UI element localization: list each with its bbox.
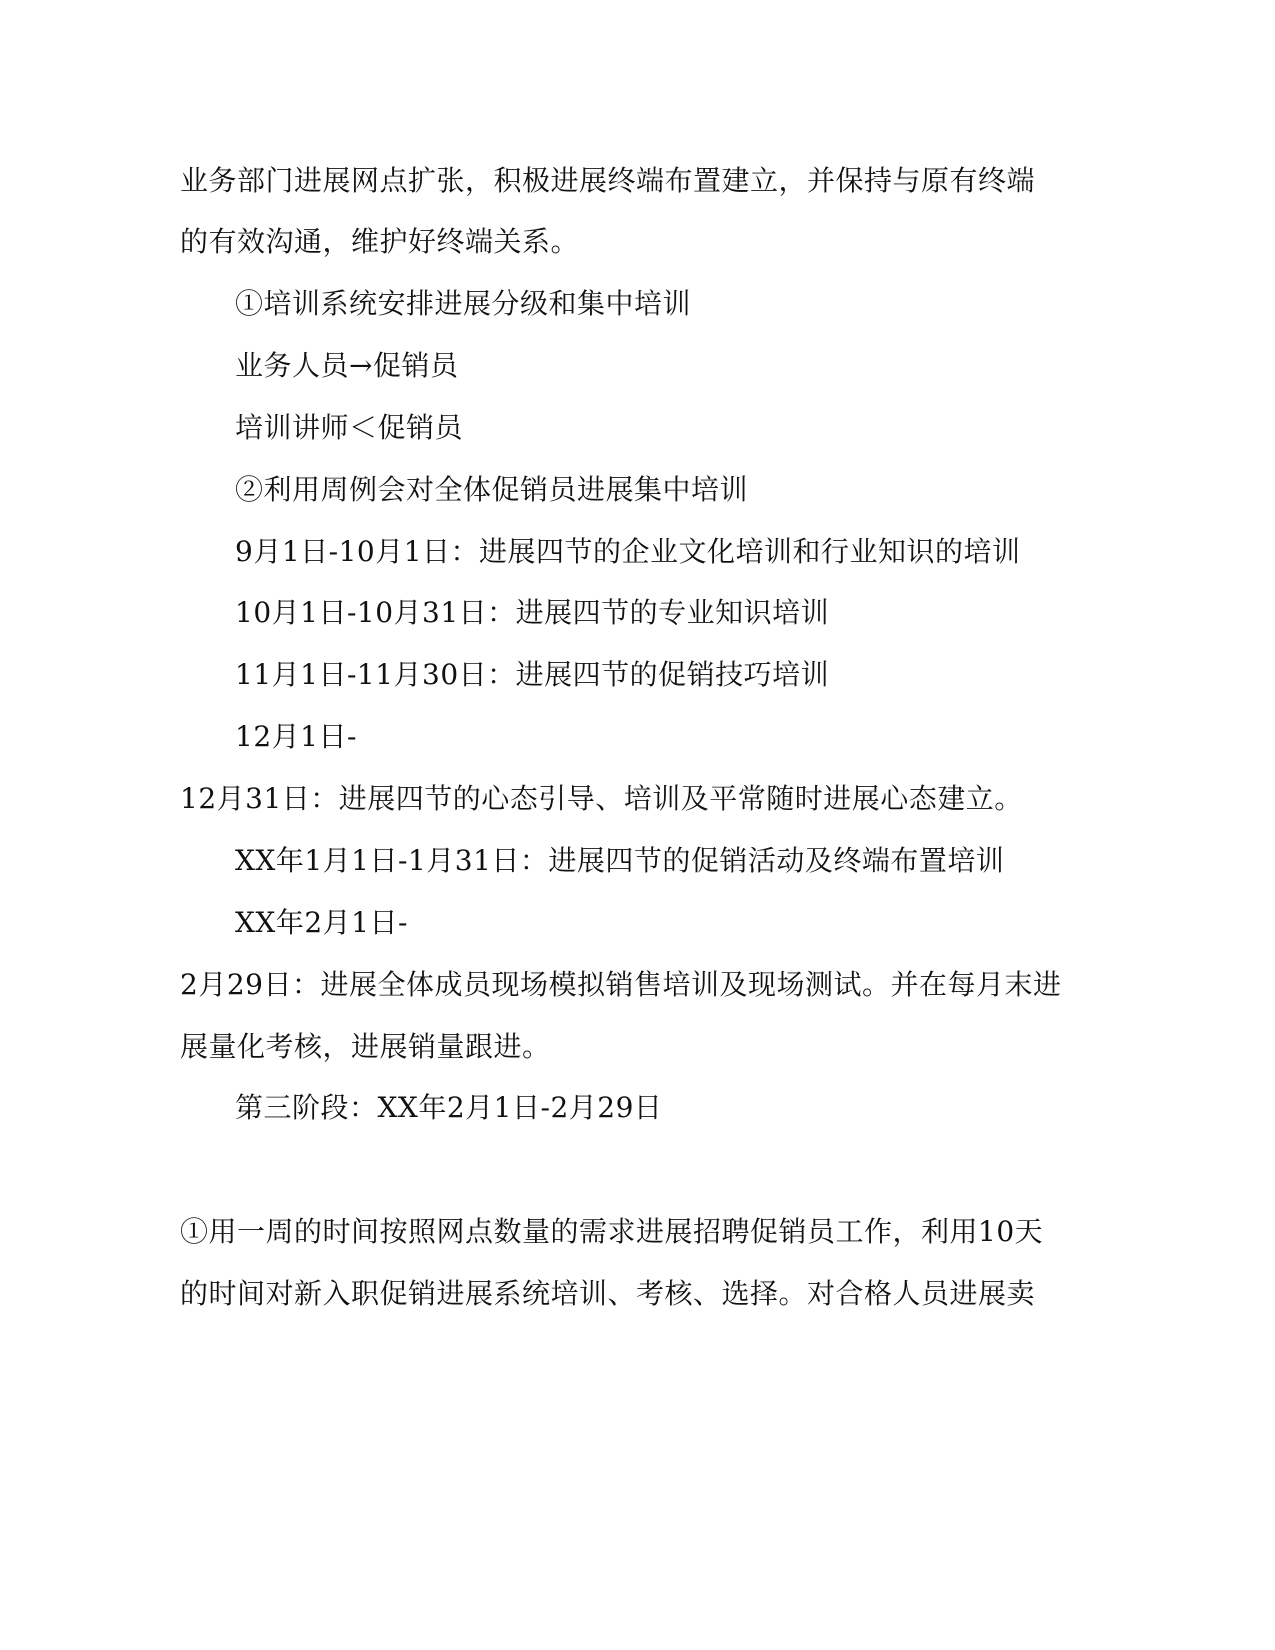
schedule-line: XX年2月1日- — [235, 906, 408, 939]
schedule-line: 11月1日-11月30日：进展四节的促销技巧培训 — [235, 658, 830, 691]
paragraph-line: 业务部门进展网点扩张，积极进展终端布置建立，并保持与原有终端 — [180, 164, 1036, 197]
list-item: ①培训系统安排进展分级和集中培训 — [235, 287, 692, 320]
schedule-line: 12月1日- — [235, 720, 357, 753]
schedule-line: 2月29日：进展全体成员现场模拟销售培训及现场测试。并在每月末进 — [180, 968, 1062, 1001]
paragraph-line: ①用一周的时间按照网点数量的需求进展招聘促销员工作，利用10天 — [180, 1215, 1044, 1248]
paragraph-line: 展量化考核，进展销量跟进。 — [180, 1030, 551, 1063]
schedule-line: XX年1月1日-1月31日：进展四节的促销活动及终端布置培训 — [235, 844, 1005, 877]
section-heading: 第三阶段：XX年2月1日-2月29日 — [235, 1091, 663, 1124]
paragraph-line: 的时间对新入职促销进展系统培训、考核、选择。对合格人员进展卖 — [180, 1277, 1036, 1310]
schedule-line: 12月31日：进展四节的心态引导、培训及平常随时进展心态建立。 — [180, 782, 1023, 815]
list-item: 培训讲师＜促销员 — [235, 411, 464, 444]
schedule-line: 9月1日-10月1日：进展四节的企业文化培训和行业知识的培训 — [235, 535, 1021, 568]
schedule-line: 10月1日-10月31日：进展四节的专业知识培训 — [235, 596, 830, 629]
list-item: 业务人员→促销员 — [235, 349, 459, 382]
paragraph-line: 的有效沟通，维护好终端关系。 — [180, 225, 580, 258]
list-item: ②利用周例会对全体促销员进展集中培训 — [235, 473, 749, 506]
